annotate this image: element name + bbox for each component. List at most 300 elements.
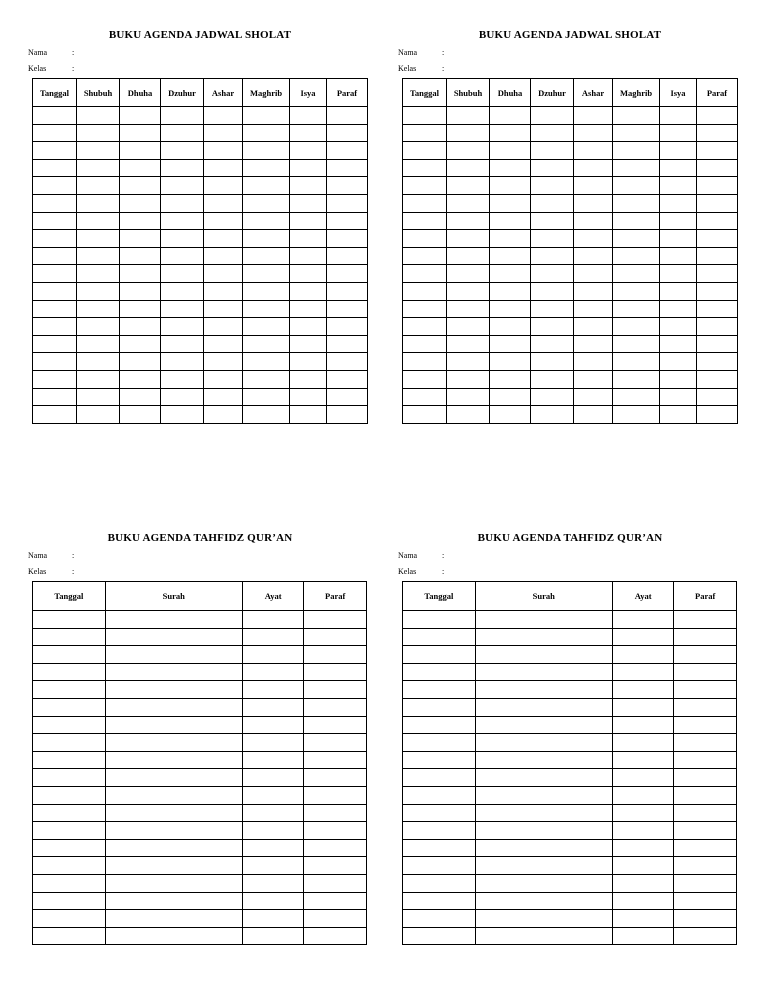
table-row: [33, 177, 368, 195]
table-cell: [660, 159, 697, 177]
table-cell: [204, 282, 243, 300]
table-cell: [612, 734, 674, 752]
col-paraf: Paraf: [327, 79, 368, 107]
table-cell: [403, 318, 447, 336]
table-cell: [120, 212, 161, 230]
sholat-table: [402, 78, 738, 424]
table-row: [403, 318, 738, 336]
table-cell: [531, 282, 574, 300]
table-cell: [304, 716, 367, 734]
table-cell: [33, 874, 106, 892]
table-cell: [120, 230, 161, 248]
table-cell: [612, 751, 674, 769]
table-cell: [403, 716, 476, 734]
table-cell: [327, 353, 368, 371]
table-cell: [243, 318, 290, 336]
table-cell: [33, 107, 77, 125]
nama-separator: :: [442, 48, 445, 57]
table-cell: [613, 124, 660, 142]
table-cell: [403, 159, 447, 177]
table-cell: [490, 406, 531, 424]
sholat-title: BUKU AGENDA JADWAL SHOLAT: [108, 29, 292, 41]
table-row: [33, 751, 367, 769]
kelas-separator: :: [442, 64, 445, 73]
tahfidz-agenda-right: [398, 532, 738, 952]
table-cell: [490, 124, 531, 142]
table-cell: [327, 194, 368, 212]
table-cell: [674, 681, 737, 699]
table-cell: [403, 335, 447, 353]
table-cell: [475, 611, 612, 629]
table-cell: [403, 698, 476, 716]
table-cell: [204, 124, 243, 142]
table-cell: [33, 751, 106, 769]
table-cell: [290, 335, 327, 353]
table-cell: [660, 388, 697, 406]
col-ashar: Ashar: [574, 79, 613, 107]
kelas-separator: :: [442, 567, 445, 576]
table-cell: [243, 159, 290, 177]
kelas-field: [28, 567, 74, 576]
col-ashar: Ashar: [204, 79, 243, 107]
table-cell: [613, 282, 660, 300]
table-cell: [242, 611, 304, 629]
table-cell: [475, 822, 612, 840]
table-cell: [447, 388, 490, 406]
nama-label: Nama: [28, 48, 48, 57]
table-row: [33, 247, 368, 265]
table-cell: [161, 177, 204, 195]
table-cell: [243, 212, 290, 230]
table-cell: [161, 318, 204, 336]
table-cell: [475, 646, 612, 664]
table-cell: [204, 388, 243, 406]
table-cell: [105, 751, 242, 769]
table-cell: [33, 370, 77, 388]
table-cell: [697, 335, 738, 353]
table-row: [33, 353, 368, 371]
table-cell: [243, 406, 290, 424]
table-cell: [531, 230, 574, 248]
table-cell: [105, 734, 242, 752]
table-cell: [475, 681, 612, 699]
table-row: [33, 822, 367, 840]
table-cell: [290, 406, 327, 424]
table-cell: [403, 212, 447, 230]
table-cell: [290, 300, 327, 318]
table-cell: [660, 265, 697, 283]
table-cell: [403, 910, 476, 928]
table-cell: [120, 300, 161, 318]
sholat-agenda-right: [398, 29, 738, 449]
table-cell: [161, 194, 204, 212]
table-cell: [574, 318, 613, 336]
table-cell: [697, 212, 738, 230]
table-cell: [612, 611, 674, 629]
table-cell: [120, 388, 161, 406]
table-row: [33, 265, 368, 283]
table-cell: [204, 406, 243, 424]
table-cell: [612, 646, 674, 664]
table-cell: [304, 786, 367, 804]
kelas-field: [398, 567, 444, 576]
table-cell: [77, 107, 120, 125]
table-row: [33, 628, 367, 646]
table-cell: [674, 628, 737, 646]
table-cell: [33, 318, 77, 336]
table-cell: [243, 124, 290, 142]
table-row: [403, 786, 737, 804]
table-row: [403, 300, 738, 318]
table-cell: [674, 839, 737, 857]
table-cell: [531, 335, 574, 353]
table-cell: [697, 318, 738, 336]
table-cell: [403, 663, 476, 681]
table-cell: [161, 353, 204, 371]
table-cell: [660, 300, 697, 318]
table-cell: [674, 769, 737, 787]
table-cell: [403, 142, 447, 160]
table-cell: [674, 734, 737, 752]
table-cell: [77, 177, 120, 195]
table-cell: [612, 804, 674, 822]
table-row: [33, 716, 367, 734]
table-cell: [327, 388, 368, 406]
table-cell: [161, 300, 204, 318]
table-row: [33, 786, 367, 804]
table-cell: [612, 874, 674, 892]
table-row: [33, 663, 367, 681]
table-cell: [531, 177, 574, 195]
table-cell: [447, 194, 490, 212]
table-cell: [447, 335, 490, 353]
table-cell: [242, 716, 304, 734]
table-row: [403, 107, 738, 125]
table-cell: [77, 300, 120, 318]
table-cell: [204, 142, 243, 160]
col-isya: Isya: [660, 79, 697, 107]
table-row: [33, 194, 368, 212]
table-cell: [475, 716, 612, 734]
table-cell: [304, 927, 367, 945]
table-cell: [290, 388, 327, 406]
table-cell: [574, 282, 613, 300]
table-row: [33, 611, 367, 629]
table-cell: [403, 370, 447, 388]
table-row: [403, 857, 737, 875]
table-cell: [490, 300, 531, 318]
table-cell: [660, 335, 697, 353]
nama-field: [28, 48, 74, 57]
table-cell: [403, 194, 447, 212]
sholat-table: [32, 78, 368, 424]
table-cell: [674, 751, 737, 769]
table-cell: [242, 839, 304, 857]
table-cell: [327, 124, 368, 142]
table-cell: [290, 124, 327, 142]
table-cell: [475, 628, 612, 646]
col-tanggal: Tanggal: [33, 582, 106, 611]
table-cell: [674, 646, 737, 664]
table-cell: [531, 159, 574, 177]
table-cell: [242, 927, 304, 945]
table-row: [403, 177, 738, 195]
col-maghrib: Maghrib: [243, 79, 290, 107]
col-surah: Surah: [105, 582, 242, 611]
table-cell: [77, 230, 120, 248]
table-cell: [447, 142, 490, 160]
table-cell: [490, 159, 531, 177]
table-cell: [243, 388, 290, 406]
table-cell: [204, 212, 243, 230]
table-cell: [490, 107, 531, 125]
table-cell: [475, 751, 612, 769]
table-cell: [697, 265, 738, 283]
table-cell: [204, 318, 243, 336]
table-cell: [243, 230, 290, 248]
table-cell: [613, 300, 660, 318]
table-cell: [243, 300, 290, 318]
table-cell: [120, 247, 161, 265]
table-cell: [120, 318, 161, 336]
table-cell: [77, 194, 120, 212]
table-cell: [33, 159, 77, 177]
table-cell: [403, 857, 476, 875]
tahfidz-agenda-left: [28, 532, 368, 952]
table-row: [403, 353, 738, 371]
kelas-label: Kelas: [398, 64, 417, 73]
col-paraf: Paraf: [674, 582, 737, 611]
table-cell: [33, 300, 77, 318]
table-row: [403, 698, 737, 716]
nama-field: [398, 48, 444, 57]
table-cell: [304, 910, 367, 928]
table-cell: [33, 230, 77, 248]
table-cell: [674, 698, 737, 716]
table-cell: [77, 335, 120, 353]
table-cell: [612, 663, 674, 681]
table-cell: [33, 681, 106, 699]
table-cell: [490, 177, 531, 195]
table-cell: [204, 194, 243, 212]
table-cell: [660, 370, 697, 388]
table-cell: [660, 212, 697, 230]
table-cell: [475, 804, 612, 822]
table-cell: [613, 194, 660, 212]
table-cell: [327, 177, 368, 195]
table-cell: [77, 370, 120, 388]
nama-label: Nama: [28, 551, 48, 560]
table-cell: [242, 646, 304, 664]
table-cell: [33, 734, 106, 752]
table-cell: [447, 370, 490, 388]
table-cell: [660, 282, 697, 300]
table-cell: [290, 177, 327, 195]
table-row: [33, 910, 367, 928]
table-cell: [613, 335, 660, 353]
table-cell: [242, 786, 304, 804]
table-cell: [403, 927, 476, 945]
table-cell: [105, 892, 242, 910]
table-cell: [304, 681, 367, 699]
table-cell: [660, 124, 697, 142]
table-cell: [290, 318, 327, 336]
table-cell: [490, 282, 531, 300]
kelas-label: Kelas: [398, 567, 417, 576]
table-cell: [660, 353, 697, 371]
kelas-separator: :: [72, 64, 75, 73]
table-cell: [403, 734, 476, 752]
kelas-separator: :: [72, 567, 75, 576]
table-cell: [120, 124, 161, 142]
sholat-agenda-left: [28, 29, 368, 449]
table-cell: [304, 822, 367, 840]
table-cell: [403, 247, 447, 265]
table-cell: [574, 300, 613, 318]
col-tanggal: Tanggal: [403, 79, 447, 107]
table-row: [403, 159, 738, 177]
table-cell: [120, 353, 161, 371]
table-cell: [475, 892, 612, 910]
table-cell: [33, 927, 106, 945]
table-cell: [120, 142, 161, 160]
table-cell: [120, 265, 161, 283]
table-cell: [242, 734, 304, 752]
table-cell: [613, 265, 660, 283]
table-cell: [447, 282, 490, 300]
table-cell: [697, 300, 738, 318]
nama-separator: :: [72, 551, 75, 560]
table-cell: [105, 646, 242, 664]
table-cell: [475, 839, 612, 857]
table-cell: [33, 335, 77, 353]
table-cell: [290, 353, 327, 371]
table-cell: [475, 857, 612, 875]
table-cell: [574, 406, 613, 424]
nama-field: [398, 551, 444, 560]
table-cell: [327, 282, 368, 300]
table-cell: [161, 370, 204, 388]
table-cell: [574, 230, 613, 248]
table-cell: [304, 804, 367, 822]
table-cell: [612, 786, 674, 804]
table-cell: [447, 212, 490, 230]
nama-label: Nama: [398, 551, 418, 560]
table-cell: [660, 406, 697, 424]
table-row: [403, 142, 738, 160]
table-cell: [77, 282, 120, 300]
table-cell: [674, 822, 737, 840]
table-cell: [77, 142, 120, 160]
table-cell: [697, 107, 738, 125]
table-cell: [447, 300, 490, 318]
table-cell: [161, 159, 204, 177]
table-cell: [33, 247, 77, 265]
table-cell: [531, 194, 574, 212]
sholat-title: BUKU AGENDA JADWAL SHOLAT: [478, 29, 662, 41]
table-cell: [475, 769, 612, 787]
table-cell: [105, 804, 242, 822]
table-cell: [490, 230, 531, 248]
table-cell: [660, 230, 697, 248]
table-cell: [33, 406, 77, 424]
table-cell: [243, 265, 290, 283]
table-cell: [660, 142, 697, 160]
table-cell: [77, 247, 120, 265]
table-cell: [33, 698, 106, 716]
table-cell: [403, 628, 476, 646]
table-cell: [660, 318, 697, 336]
table-row: [403, 892, 737, 910]
table-row: [33, 107, 368, 125]
table-cell: [660, 247, 697, 265]
table-cell: [327, 370, 368, 388]
table-cell: [120, 282, 161, 300]
table-cell: [243, 335, 290, 353]
table-cell: [403, 265, 447, 283]
table-cell: [33, 892, 106, 910]
table-row: [403, 628, 737, 646]
table-row: [403, 663, 737, 681]
table-row: [403, 406, 738, 424]
table-cell: [304, 769, 367, 787]
col-paraf: Paraf: [304, 582, 367, 611]
table-cell: [490, 212, 531, 230]
table-cell: [475, 663, 612, 681]
table-cell: [290, 370, 327, 388]
table-row: [33, 300, 368, 318]
table-cell: [403, 230, 447, 248]
table-cell: [403, 681, 476, 699]
table-row: [33, 892, 367, 910]
table-cell: [574, 265, 613, 283]
table-cell: [327, 159, 368, 177]
table-cell: [660, 107, 697, 125]
table-cell: [204, 335, 243, 353]
table-row: [403, 388, 738, 406]
table-cell: [490, 388, 531, 406]
table-cell: [327, 406, 368, 424]
table-cell: [697, 247, 738, 265]
table-row: [403, 804, 737, 822]
col-maghrib: Maghrib: [613, 79, 660, 107]
table-cell: [33, 124, 77, 142]
table-cell: [613, 353, 660, 371]
table-row: [403, 822, 737, 840]
table-cell: [242, 769, 304, 787]
table-cell: [304, 698, 367, 716]
table-cell: [243, 107, 290, 125]
col-dhuha: Dhuha: [490, 79, 531, 107]
table-cell: [475, 927, 612, 945]
table-cell: [327, 142, 368, 160]
table-cell: [242, 698, 304, 716]
table-cell: [531, 318, 574, 336]
table-cell: [327, 265, 368, 283]
table-cell: [403, 822, 476, 840]
table-cell: [531, 247, 574, 265]
table-cell: [403, 300, 447, 318]
table-cell: [447, 265, 490, 283]
table-cell: [574, 107, 613, 125]
table-cell: [697, 353, 738, 371]
table-cell: [531, 124, 574, 142]
table-cell: [612, 892, 674, 910]
col-ayat: Ayat: [612, 582, 674, 611]
table-cell: [490, 265, 531, 283]
table-cell: [304, 611, 367, 629]
table-cell: [697, 194, 738, 212]
